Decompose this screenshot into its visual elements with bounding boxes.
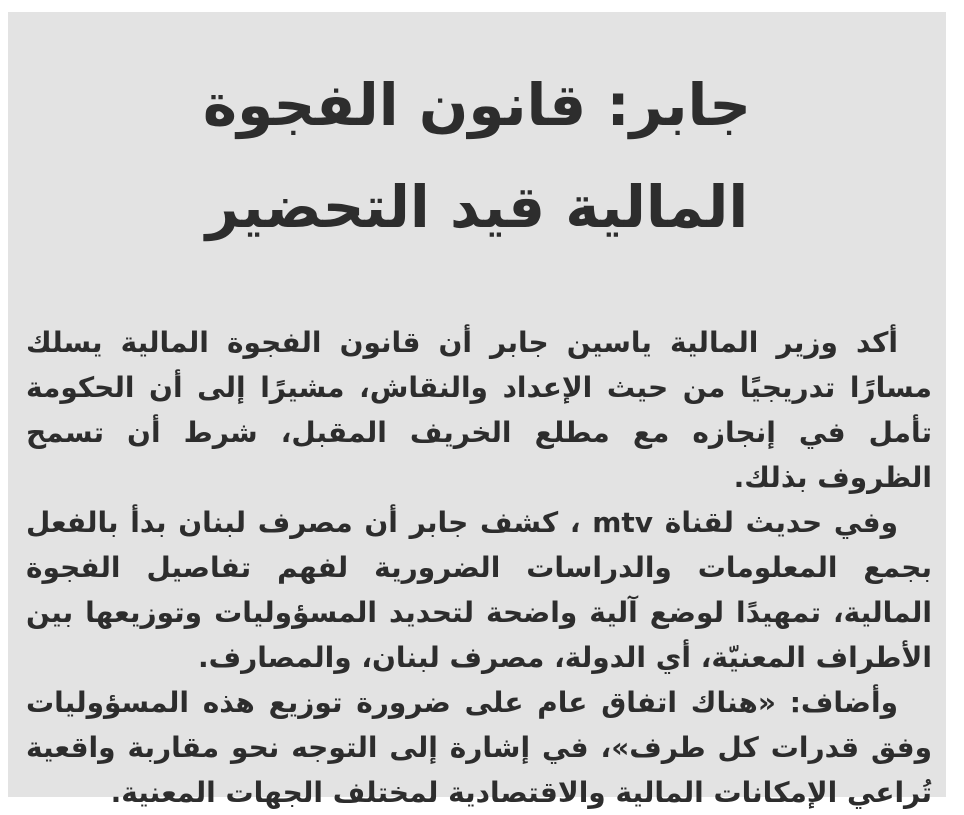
article-paragraph-3: وأضاف: «هناك اتفاق عام على ضرورة توزيع هذه المسؤوليات وفق قدرات كل طرف»، في إشارة إلى التوجه نحو مقاربة واقعية تُراعي الإمكانات المالية والاقتصادية لمختلف الجهات المعنية. [26,686,932,809]
article-body [8,320,946,815]
article-title-line2: المالية قيد التحضير [205,173,749,241]
article-title [8,54,946,258]
article-panel [8,12,946,809]
article-paragraph-1: أكد وزير المالية ياسين جابر أن قانون الفجوة المالية يسلك مسارًا تدريجيًا من حيث الإعداد والنقاش، مشيرًا إلى أن الحكومة تأمل في إنجازه مع مطلع الخريف المقبل، شرط أن تسمح الظروف بذلك. [26,326,932,494]
article-title-line1: جابر: قانون الفجوة [202,71,752,139]
article-paragraph-2: وفي حديث لقناة mtv ، كشف جابر أن مصرف لبنان بدأ بالفعل بجمع المعلومات والدراسات الضرورية لفهم تفاصيل الفجوة المالية، تمهيدًا لوضع آلية واضحة لتحديد المسؤوليات وتوزيعها بين الأطراف المعنيّة، أي الدولة، مصرف لبنان، والمصارف. [26,506,932,674]
